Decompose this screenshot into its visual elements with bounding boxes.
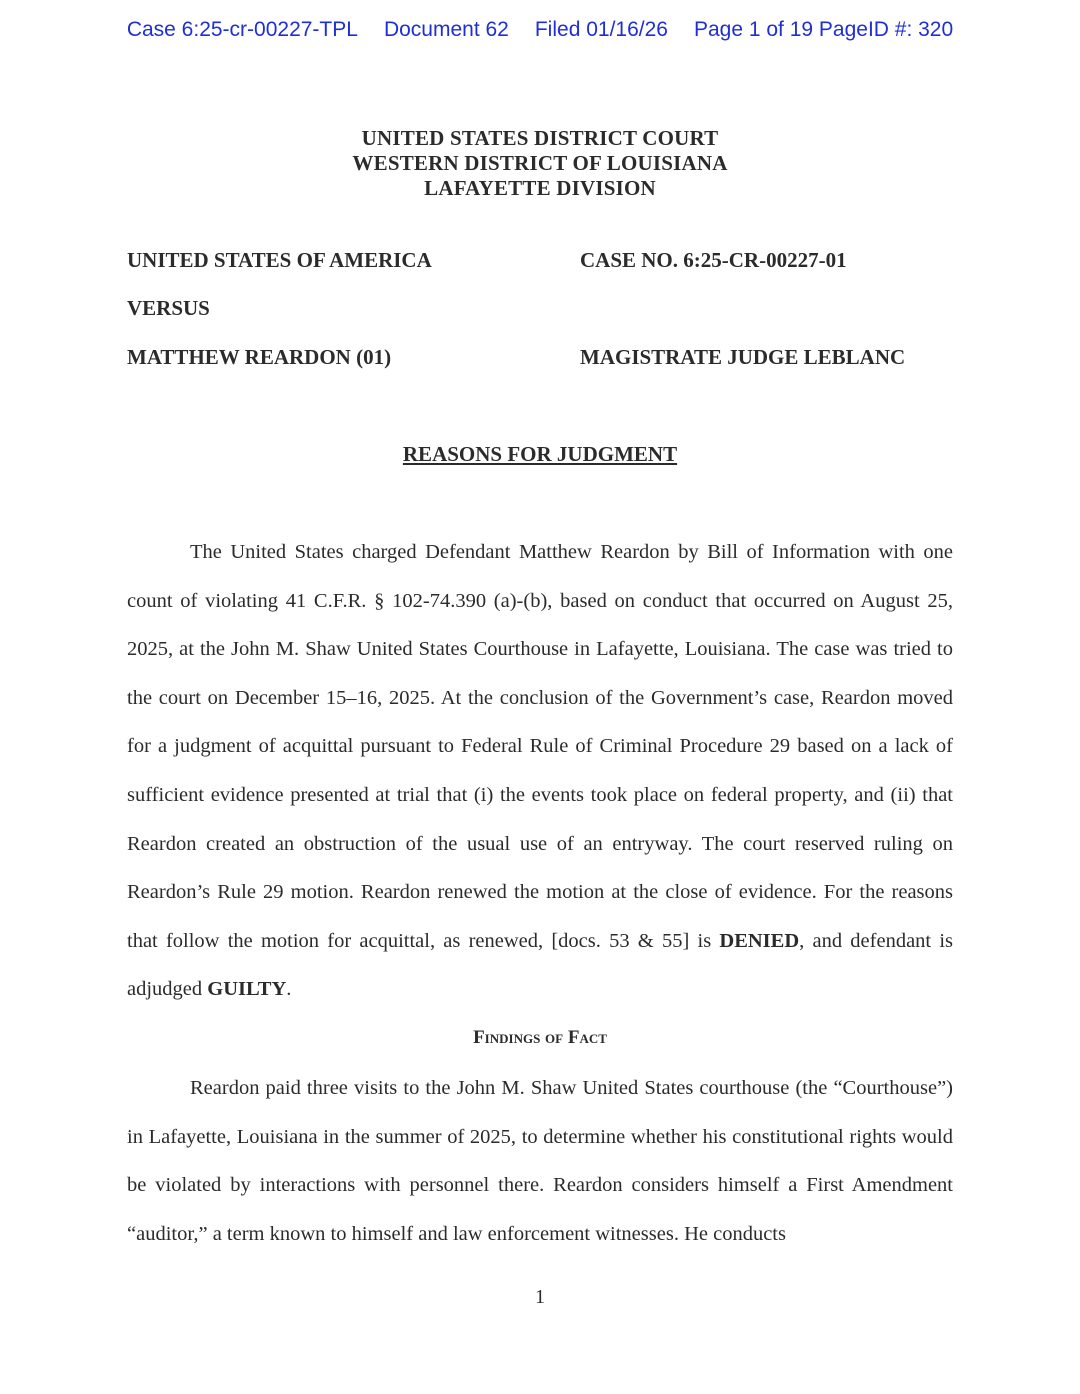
court-district: WESTERN DISTRICT OF LOUISIANA [352, 151, 728, 175]
court-name: UNITED STATES DISTRICT COURT [361, 126, 719, 150]
stamp-page-id: Page 1 of 19 PageID #: 320 [693, 18, 954, 41]
filing-stamp [0, 18, 1080, 42]
stamp-case-number: Case 6:25-cr-00227-TPL [126, 18, 358, 41]
document-title: REASONS FOR JUDGMENT [402, 442, 678, 466]
verdict-guilty: GUILTY [207, 978, 287, 1001]
paragraph-intro-text-c: . [286, 978, 292, 1001]
stamp-filed-date: Filed 01/16/26 [534, 18, 668, 41]
caption-versus: VERSUS [127, 296, 210, 320]
paragraph-intro-text-b: , and defendant is adjudged [127, 929, 953, 1001]
ruling-denied: DENIED [719, 929, 800, 952]
caption-judge: MAGISTRATE JUDGE LEBLANC [580, 345, 906, 369]
page-number: 1 [535, 1286, 545, 1308]
caption-case-number: CASE NO. 6:25-CR-00227-01 [580, 248, 847, 272]
paragraph-intro [127, 528, 953, 1014]
stamp-document-number: Document 62 [383, 18, 509, 41]
paragraph-intro-text-a: The United States charged Defendant Matthew Reardon by Bill of Information with one count of violating 41 C.F.R. § 102-74.390 (a)-(b), based on conduct that occurred on August 25, 2025, at the John M. Shaw United States Courthouse in Lafayette, Louisiana. The case was tried to the court on December 15–16, 2025. At the conclusion of the Government’s case, Reardon moved for a judgment of acquittal pursuant to Federal Rule of Criminal Procedure 29 based on a lack of sufficient evidence presented at trial that (i) the events took place on federal property, and (ii) that Reardon created an obstruction of the usual use of an entryway. The court reserved ruling on Reardon’s Rule 29 motion. Reardon renewed the motion at the close of evidence. For the reasons that follow the motion for acquittal, as renewed, [docs. 53 & 55] is [127, 541, 953, 952]
caption-defendant: MATTHEW REARDON (01) [127, 345, 392, 369]
court-heading [0, 126, 1080, 201]
court-division: LAFAYETTE DIVISION [424, 176, 656, 200]
paragraph-findings-text: Reardon paid three visits to the John M. Shaw United States courthouse (the “Courthouse”) in Lafayette, Louisiana in the summer of 2025, to determine whether his constitutional rights would be violated by interactions with personnel there. Reardon considers himself a First Amendment “auditor,” a term known to himself and law enforcement witnesses. He conducts [127, 1077, 953, 1245]
caption-plaintiff: UNITED STATES OF AMERICA [127, 248, 432, 272]
findings-of-fact-heading: Findings of Fact [473, 1027, 607, 1048]
paragraph-findings [127, 1064, 953, 1258]
